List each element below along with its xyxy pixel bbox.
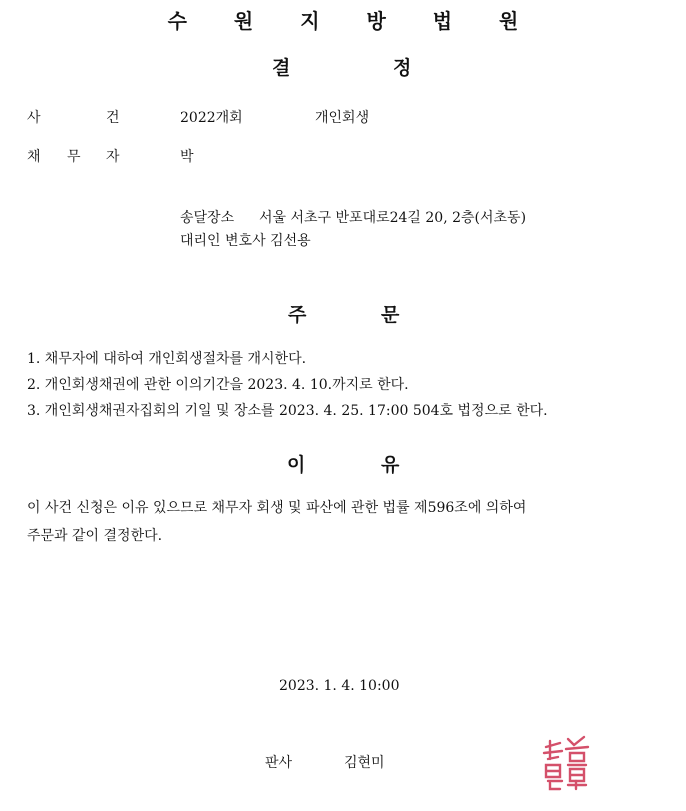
agent-line: 대리인 변호사 김선용: [180, 233, 311, 249]
reason-heading-left: 이: [287, 454, 306, 476]
service-label: 송달장소: [180, 210, 235, 226]
reason-heading-right: 유: [381, 454, 400, 476]
debtor-label-a: 채: [27, 149, 41, 165]
service-address: 서울 서초구 반포대로24길 20, 2층(서초동): [259, 210, 527, 226]
order-heading-right: 문: [381, 304, 400, 326]
judge-name: 김현미: [344, 755, 385, 771]
case-number: 2022개회: [180, 110, 243, 126]
case-label-a: 사: [27, 110, 41, 126]
order-heading-left: 주: [288, 304, 307, 326]
doc-title-right: 정: [393, 57, 412, 79]
order-item-2: 2. 개인회생채권에 관한 이의기간을 2023. 4. 10.까지로 한다.: [27, 377, 409, 393]
case-label-b: 건: [106, 110, 120, 126]
order-item-1: 1. 채무자에 대하여 개인회생절차를 개시한다.: [27, 351, 307, 367]
court-name: 수 원 지 방 법 원: [167, 9, 539, 33]
debtor-label-b: 무: [67, 149, 81, 165]
debtor-name: 박: [180, 149, 194, 165]
order-item-3: 3. 개인회생채권자집회의 기일 및 장소를 2023. 4. 25. 17:00 504호 법정으로 한다.: [27, 403, 548, 419]
court-seal-stamp: [540, 733, 592, 791]
debtor-label-c: 자: [106, 149, 120, 165]
case-type: 개인회생: [315, 110, 370, 126]
doc-title-left: 결: [272, 57, 291, 79]
reason-line-1: 이 사건 신청은 이유 있으므로 채무자 회생 및 파산에 관한 법률 제596조에 의하여: [27, 500, 527, 516]
decision-date: 2023. 1. 4. 10:00: [279, 678, 400, 694]
judge-title: 판사: [265, 755, 293, 771]
reason-line-2: 주문과 같이 결정한다.: [27, 528, 163, 544]
